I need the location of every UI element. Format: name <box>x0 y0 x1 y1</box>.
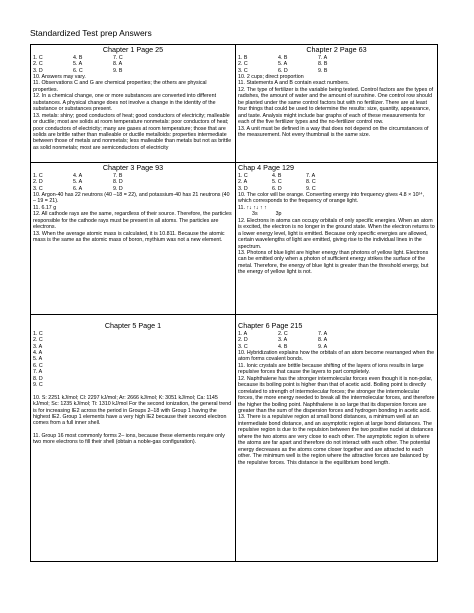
chapter-5-cell <box>31 315 236 561</box>
answer-item: 12. Naphthalene has the stronger intermolecular forces even though it is non-polar, because its boiling point is higher than that of acetic acid. Boiling point is directly correlated to strength of intermolecular forces; the stronger the intermolecular forces, the more energy needed to break all the intermolecular forces, and therefore the higher the boiling point. Naphthalene is so large that its dispersion forces are greater than the sum of the dispersion forces and hydrogen bonding in acetic acid. <box>238 375 435 415</box>
mc-answer: 3. C <box>238 67 248 74</box>
answer-item: 10. The color will be orange. Converting energy into frequency gives 4.8 × 10¹⁴, which corresponds to the frequency of orange light. <box>238 191 425 205</box>
answer-item: 12. The type of fertilizer is the variable being tested. Control factors are the types of radishes, the amount of water and the amount of sunshine. One control row should be planted under the same control factors but with no fertilizer. There are at least four things that could be used to determine the results: size, quantity, appearance, and taste. Analysis might include bar graphs of each of these measurements for each of the five fertilizer types and the no-fertilizer control row. <box>238 86 434 126</box>
chapter-4-cell <box>236 163 437 315</box>
mc-answer: 5. A <box>73 179 83 186</box>
mc-answer: 2. A <box>238 179 248 186</box>
mc-answer: 4. B <box>73 54 83 61</box>
chapter-2-title: Chapter 2 Page 63 <box>306 45 367 54</box>
mc-answer: 3. D <box>33 67 43 74</box>
mc-answer: 7. A <box>318 54 328 61</box>
mc-answer: 5. A <box>33 356 43 363</box>
mc-answer: 7. B <box>113 172 123 179</box>
chapter-3-cell <box>31 163 236 315</box>
mc-answer: 2. D <box>33 179 43 186</box>
document-title: Standardized Test prep Answers <box>30 28 152 38</box>
answer-item: 13. Photons of blue light are higher energy than photons of yellow light. Electrons can be emitted only when a photon of sufficient energy strikes the surface of the metal. Therefore, the energy of blue light is greater than the threshold energy, but the energy of yellow light is not. <box>238 250 429 276</box>
mc-answer: 7. C <box>113 54 123 61</box>
mc-answer: 9. C <box>33 382 43 389</box>
mc-answer: 2. C <box>238 61 248 68</box>
orbital-label-3s: 3s <box>252 211 258 218</box>
mc-answer: 7. A <box>306 172 316 179</box>
mc-answer: 3. A <box>33 343 43 350</box>
mc-answer: 6. D <box>272 185 282 192</box>
answer-item: 13. When the average atomic mass is calculated, it is 10.811. Because the atomic mass is the same as the atomic mass of boron, mythium was not a new element. <box>33 230 225 244</box>
mc-answer: 9. D <box>113 185 123 192</box>
mc-answer: 1. A <box>238 330 248 337</box>
answer-item: 11. Observations C and G are chemical properties; the others are physical properties. <box>33 80 207 93</box>
mc-answer: 8. B <box>318 61 328 68</box>
mc-answer: 9. A <box>318 343 328 350</box>
mc-answer: 3. C <box>33 185 43 192</box>
answer-grid <box>30 44 438 562</box>
answer-item: 10. Hybridization explains how the orbitals of an atom become rearranged when the atom forms covalent bonds. <box>238 349 435 363</box>
mc-answer: 9. B <box>113 67 123 74</box>
answer-item: 11. 6.17 g <box>33 204 57 211</box>
chapter-1-mc-answers <box>33 55 233 74</box>
chapter-4-title: Chap 4 Page 129 <box>238 163 294 172</box>
mc-answer: 4. A <box>73 172 83 179</box>
mc-answer: 3. C <box>238 343 248 350</box>
mc-answer: 7. A <box>33 369 43 376</box>
mc-answer: 8. D <box>33 375 43 382</box>
answer-item: 12. All cathode rays are the same, regardless of their source. Therefore, the particles responsible for the cathode rays must be present in all atoms. The particles are electrons. <box>33 211 232 231</box>
chapter-1-title: Chapter 1 Page 25 <box>102 45 164 54</box>
answer-item: 11. Ionic crystals are brittle because shifting of the layers of ions results in large repulsive forces that cause the layers to part completely. <box>238 362 424 376</box>
mc-answer: 2. C <box>33 337 43 344</box>
mc-answer: 4. B <box>278 343 288 350</box>
mc-answer: 8. C <box>306 179 316 186</box>
chapter-6-cell <box>236 315 437 561</box>
mc-answer: 5. A <box>73 61 83 68</box>
mc-answer: 1. C <box>33 54 43 61</box>
chapter-3-mc-answers <box>33 173 233 192</box>
chapter-5-title: Chapter 5 Page 1 <box>104 321 162 330</box>
answer-number: 11. <box>238 204 245 211</box>
chapter-1-cell <box>31 45 236 163</box>
mc-answer: 1. C <box>238 172 248 179</box>
mc-answer: 1. B <box>238 54 248 61</box>
mc-answer: 9. C <box>306 185 316 192</box>
orbital-label-3p: 3p <box>275 211 282 218</box>
chapter-2-mc-answers <box>238 55 435 74</box>
mc-answer: 4. A <box>33 349 43 356</box>
mc-answer: 5. C <box>272 179 282 186</box>
mc-answer: 4. B <box>272 172 282 179</box>
mc-answer: 3. A <box>278 337 288 344</box>
chapter-3-title: Chapter 3 Page 93 <box>102 163 164 172</box>
mc-answer: 1. C <box>33 330 43 337</box>
chapter-4-mc-answers <box>238 173 435 192</box>
mc-answer: 8. A <box>318 337 328 344</box>
answer-item: 13. metals: shiny; good conductors of heat; good conductors of electricity; malleable or ductile; most are solids at room temperature nonmetals: poor conductors of heat; poor conductors of electricity; many are gases at room temperature; those that are solids are brittle rather than malleable or ductile metalloids: properties intermediate between those of metals and nonmetals; less malleable than metals but not as brittle as solid nonmetals; most are semiconductors of electricity <box>33 112 232 151</box>
mc-answer: 3. D <box>238 185 248 192</box>
answer-item: 10. Argon-40 has 22 neutrons (40 –18 = 22), and potassium-40 has 21 neutrons (40 – 19 = 21). <box>33 191 230 205</box>
chapter-2-cell <box>236 45 437 163</box>
answer-item: 10. S: 2251 kJ/mol; Cl: 2297 kJ/mol; Ar: 2666 kJ/mol; K: 3051 kJ/mol; Ca: 1145 kJ/mol; Sc: 1235 kJ/mol; Ti: 1310 kJ/mol For the second ionization, the general trend is for increasing IE2 across the period in Groups 2–18 with Group 1 having the highest IE2. Group 1 elements have a very high IE2 because their second electron comes from a full inner shell. <box>33 394 232 427</box>
answer-item: 12. In a chemical change, one or more substances are converted into different substances. A physical change does not involve a change in the identity of the substance or substances present. <box>33 93 217 113</box>
mc-answer: 1. C <box>33 172 43 179</box>
mc-answer: 6. C <box>73 67 83 74</box>
mc-answer: 5. A <box>278 61 288 68</box>
answer-item: 10. 2 cups; direct proportion <box>238 73 304 80</box>
mc-answer: 2. C <box>278 330 288 337</box>
orbital-arrows: ↑↓ ↑↓ ↑ ↑ <box>246 204 267 211</box>
mc-answer: 8. A <box>113 61 123 68</box>
answer-item: 10. Answers may vary. <box>33 73 86 80</box>
answer-item: 11. Statements A and B contain exact numbers. <box>238 80 350 87</box>
mc-answer: 8. D <box>113 179 123 186</box>
mc-answer: 2. D <box>238 337 248 344</box>
answer-item: 11. Group 16 most commonly forms 2– ions, because these elements require only two more electrons to fill their shell (obtain a noble-gas configuration). <box>33 432 225 446</box>
answer-item: 13. There is a repulsive region at small bond distances, a minimum well at an intermediate bond distance, and an asymptotic region at large bond distances. The repulsive region is due to the repulsion between the two positive nuclei at distances where the two atoms are very close to each other. The asymptotic region is where the atoms are far apart and therefore do not interact with each other. The potential energy decreases as the atoms come closer together and are attracted to each other. The minimum well is the region where the attractive forces are balanced by the repulsive forces. This distance is the equilibrium bond length. <box>238 414 434 466</box>
chapter-6-title: Chapter 6 Page 215 <box>238 321 303 330</box>
answer-item: 12. Electrons in atoms can occupy orbitals of only specific energies. When an atom is excited, the electron is no longer in the ground state. When the electron returns to a lower energy level, light is emitted. Because only specific energies are allowed, certain wavelengths of light are emitted, giving rise to the individual lines in the spectrum. <box>238 217 435 250</box>
answer-item: 13. A unit must be defined in a way that does not depend on the circumstances of the measurement. Not every thumbnail is the same size. <box>238 125 429 139</box>
mc-answer: 9. B <box>318 67 328 74</box>
mc-answer: 7. A <box>318 330 328 337</box>
mc-answer: 6. D <box>278 67 288 74</box>
mc-answer: 6. C <box>33 362 43 369</box>
mc-answer: 2. C <box>33 61 43 68</box>
chapter-6-mc-answers <box>238 331 435 350</box>
mc-answer: 6. A <box>73 185 83 192</box>
mc-answer: 4. B <box>278 54 288 61</box>
